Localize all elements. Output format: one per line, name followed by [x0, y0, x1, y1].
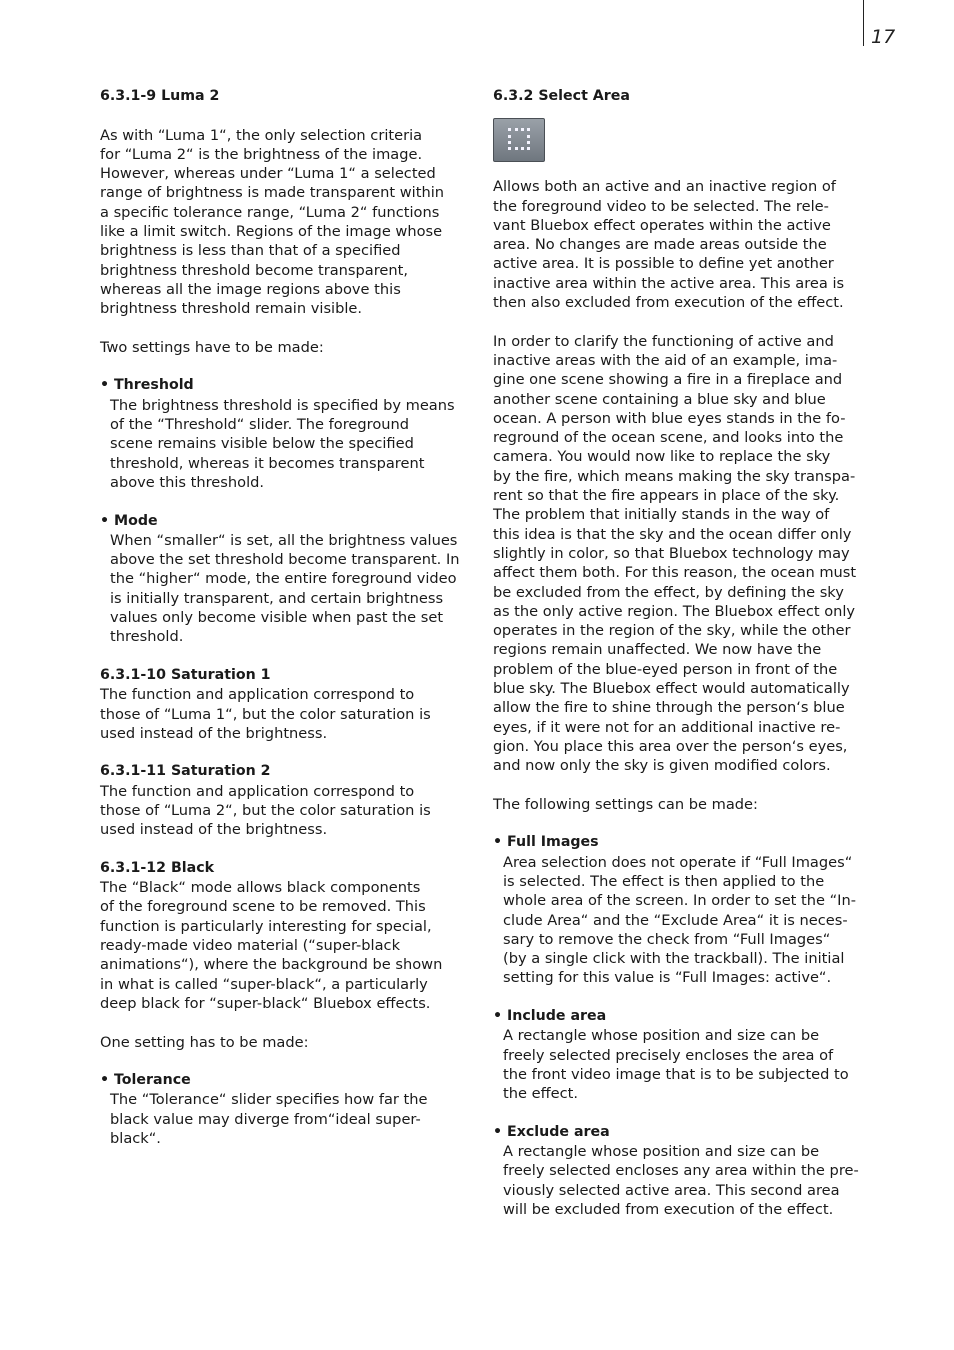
text-line: Allows both an active and an inactive region of — [493, 178, 836, 196]
text-line: viously selected active area. This second area — [503, 1181, 840, 1199]
text-line: active area. It is possible to define yet another — [493, 255, 834, 273]
text-line: gine one scene showing a fire in a fireplace and — [493, 371, 843, 389]
text-line: In order to clarify the functioning of active and — [493, 332, 834, 350]
heading-black: 6.3.1-12 Black — [100, 859, 215, 876]
text-line: used instead of the brightness. — [100, 821, 328, 839]
text-line: rent so that the fire appears in place of the sky. — [493, 487, 840, 505]
text-line: camera. You would now like to replace the sky — [493, 448, 831, 466]
bullet-include-area-body — [493, 1026, 873, 1103]
text-line: animations“), where the background be shown — [100, 956, 443, 974]
text-line: another scene containing a blue sky and blue — [493, 390, 826, 408]
text-line: this idea is that the sky and the ocean differ only — [493, 525, 852, 543]
text-line: clude Area“ and the “Exclude Area“ it is neces- — [503, 911, 848, 929]
text-line: of the foreground scene to be removed. This — [100, 898, 426, 916]
text-line: freely selected precisely encloses the area of — [503, 1046, 834, 1064]
text-line: as the only active region. The Bluebox effect only — [493, 602, 856, 620]
heading-select-area: 6.3.2 Select Area — [493, 88, 630, 104]
text-line: those of “Luma 1“, but the color saturation is — [100, 705, 431, 723]
text-line: brightness threshold remain visible. — [100, 300, 363, 318]
text-line: black“. — [110, 1130, 161, 1148]
text-line: blue sky. The Bluebox effect would automatically — [493, 680, 850, 698]
text-line: in what is called “super-black“, a particularly — [100, 975, 428, 993]
text-line: The function and application correspond to — [100, 686, 415, 704]
text-line: like a limit switch. Regions of the image whose — [100, 223, 443, 241]
text-line: However, whereas under “Luma 1“ a selected — [100, 165, 436, 183]
text-line: brightness is less than that of a specified — [100, 242, 401, 260]
text-line: reground of the ocean scene, and looks into the — [493, 429, 844, 447]
text-line: function is particularly interesting for special, — [100, 917, 432, 935]
text-line: (by a single click with the trackball). The initial — [503, 950, 845, 968]
text-line: affect them both. For this reason, the ocean must — [493, 564, 857, 582]
text-line: When “smaller“ is set, all the brightness values — [110, 531, 458, 549]
text-line: black value may diverge from“ideal super- — [110, 1110, 421, 1128]
text-line: the “higher“ mode, the entire foreground video — [110, 570, 457, 588]
heading-luma2: 6.3.1-9 Luma 2 — [100, 88, 220, 104]
black-paragraph — [100, 878, 480, 1013]
text-line: setting for this value is “Full Images: active“. — [503, 969, 832, 987]
text-line: a specific tolerance range, “Luma 2“ functions — [100, 203, 440, 221]
text-line: ready-made video material (“super-black — [100, 937, 401, 955]
luma2-intro: Two settings have to be made: — [100, 338, 324, 356]
text-line: the effect. — [503, 1085, 578, 1103]
text-line: the foreground video to be selected. The rele- — [493, 197, 829, 215]
text-line: by the fire, which means making the sky transpa- — [493, 467, 856, 485]
text-line: threshold. — [110, 628, 184, 646]
luma2-paragraph — [100, 126, 480, 319]
text-line: be excluded from the effect, by defining the sky — [493, 583, 844, 601]
text-line: is initially transparent, and certain brightness — [110, 589, 444, 607]
text-line: scene remains visible below the specified — [110, 435, 414, 453]
bullet-exclude-area-body — [493, 1142, 873, 1219]
text-line: A rectangle whose position and size can be — [503, 1027, 820, 1045]
text-line: area. No changes are made areas outside the — [493, 236, 827, 254]
text-line: for “Luma 2“ is the brightness of the image. — [100, 145, 423, 163]
text-line: allow the fire to shine through the person‘s blue — [493, 699, 845, 717]
bullet-exclude-area-title: • Exclude area — [493, 1123, 610, 1140]
text-line: above the set threshold become transparent. In — [110, 551, 460, 569]
text-line: the front video image that is to be subjected to — [503, 1065, 849, 1083]
text-line: slightly in color, so that Bluebox technology may — [493, 544, 850, 562]
bullet-threshold-body — [100, 396, 480, 492]
select-area-icon — [493, 118, 545, 162]
bullet-threshold-title: • Threshold — [100, 377, 194, 394]
select-area-paragraph-2 — [493, 332, 873, 776]
text-line: vant Bluebox effect operates within the active — [493, 216, 831, 234]
bullet-tolerance-title: • Tolerance — [100, 1072, 191, 1089]
text-line: whereas all the image regions above this — [100, 280, 401, 298]
bullet-full-images-body — [493, 853, 873, 988]
bullet-include-area-title: • Include area — [493, 1008, 607, 1025]
text-line: The “Tolerance“ slider specifies how far the — [110, 1091, 428, 1109]
text-line: The problem that initially stands in the way of — [493, 506, 830, 524]
text-line: freely selected encloses any area within the pre- — [503, 1162, 859, 1180]
saturation1-paragraph — [100, 685, 480, 743]
bullet-full-images-title: • Full Images — [493, 834, 599, 851]
text-line: then also excluded from execution of the effect. — [493, 294, 844, 312]
text-line: problem of the blue-eyed person in front of the — [493, 660, 838, 678]
text-line: ocean. A person with blue eyes stands in the fo- — [493, 409, 846, 427]
text-line: inactive areas with the aid of an example, ima- — [493, 351, 838, 369]
text-line: sary to remove the check from “Full Images“ — [503, 930, 831, 948]
text-line: The function and application correspond to — [100, 782, 415, 800]
saturation2-paragraph — [100, 782, 480, 840]
text-line: values only become visible when past the set — [110, 609, 444, 627]
bullet-mode-body — [100, 531, 480, 647]
right-column — [493, 87, 873, 1219]
text-line: whole area of the screen. In order to set the “In- — [503, 892, 857, 910]
text-line: A rectangle whose position and size can be — [503, 1143, 820, 1161]
text-line: The brightness threshold is specified by means — [110, 396, 455, 414]
text-line: inactive area within the active area. This area is — [493, 274, 845, 292]
select-area-intro: The following settings can be made: — [493, 795, 758, 813]
text-line: As with “Luma 1“, the only selection criteria — [100, 126, 423, 144]
bullet-mode-title: • Mode — [100, 512, 158, 529]
left-column — [100, 87, 480, 1148]
text-line: eyes, if it were not for an additional inactive re- — [493, 718, 841, 736]
text-line: used instead of the brightness. — [100, 724, 328, 742]
text-line: of the “Threshold“ slider. The foreground — [110, 416, 410, 434]
text-line: is selected. The effect is then applied to the — [503, 872, 825, 890]
text-line: The “Black“ mode allows black components — [100, 879, 421, 897]
black-intro: One setting has to be made: — [100, 1033, 309, 1051]
heading-saturation2: 6.3.1-11 Saturation 2 — [100, 763, 271, 780]
page-number: 17 — [871, 26, 896, 48]
text-line: those of “Luma 2“, but the color saturation is — [100, 801, 431, 819]
page-header-rule — [863, 0, 864, 46]
text-line: will be excluded from execution of the effect. — [503, 1201, 834, 1219]
select-area-paragraph-1 — [493, 177, 873, 312]
text-line: and now only the sky is given modified colors. — [493, 757, 831, 775]
bullet-tolerance-body — [100, 1090, 480, 1148]
text-line: deep black for “super-black“ Bluebox effects. — [100, 994, 431, 1012]
text-line: regions remain unaffected. We now have the — [493, 641, 822, 659]
text-line: range of brightness is made transparent within — [100, 184, 445, 202]
text-line: above this threshold. — [110, 473, 265, 491]
text-line: operates in the region of the sky, while the other — [493, 622, 851, 640]
text-line: threshold, whereas it becomes transparent — [110, 454, 425, 472]
text-line: gion. You place this area over the person‘s eyes, — [493, 737, 848, 755]
heading-saturation1: 6.3.1-10 Saturation 1 — [100, 666, 271, 683]
text-line: brightness threshold become transparent, — [100, 261, 409, 279]
text-line: Area selection does not operate if “Full Images“ — [503, 853, 853, 871]
